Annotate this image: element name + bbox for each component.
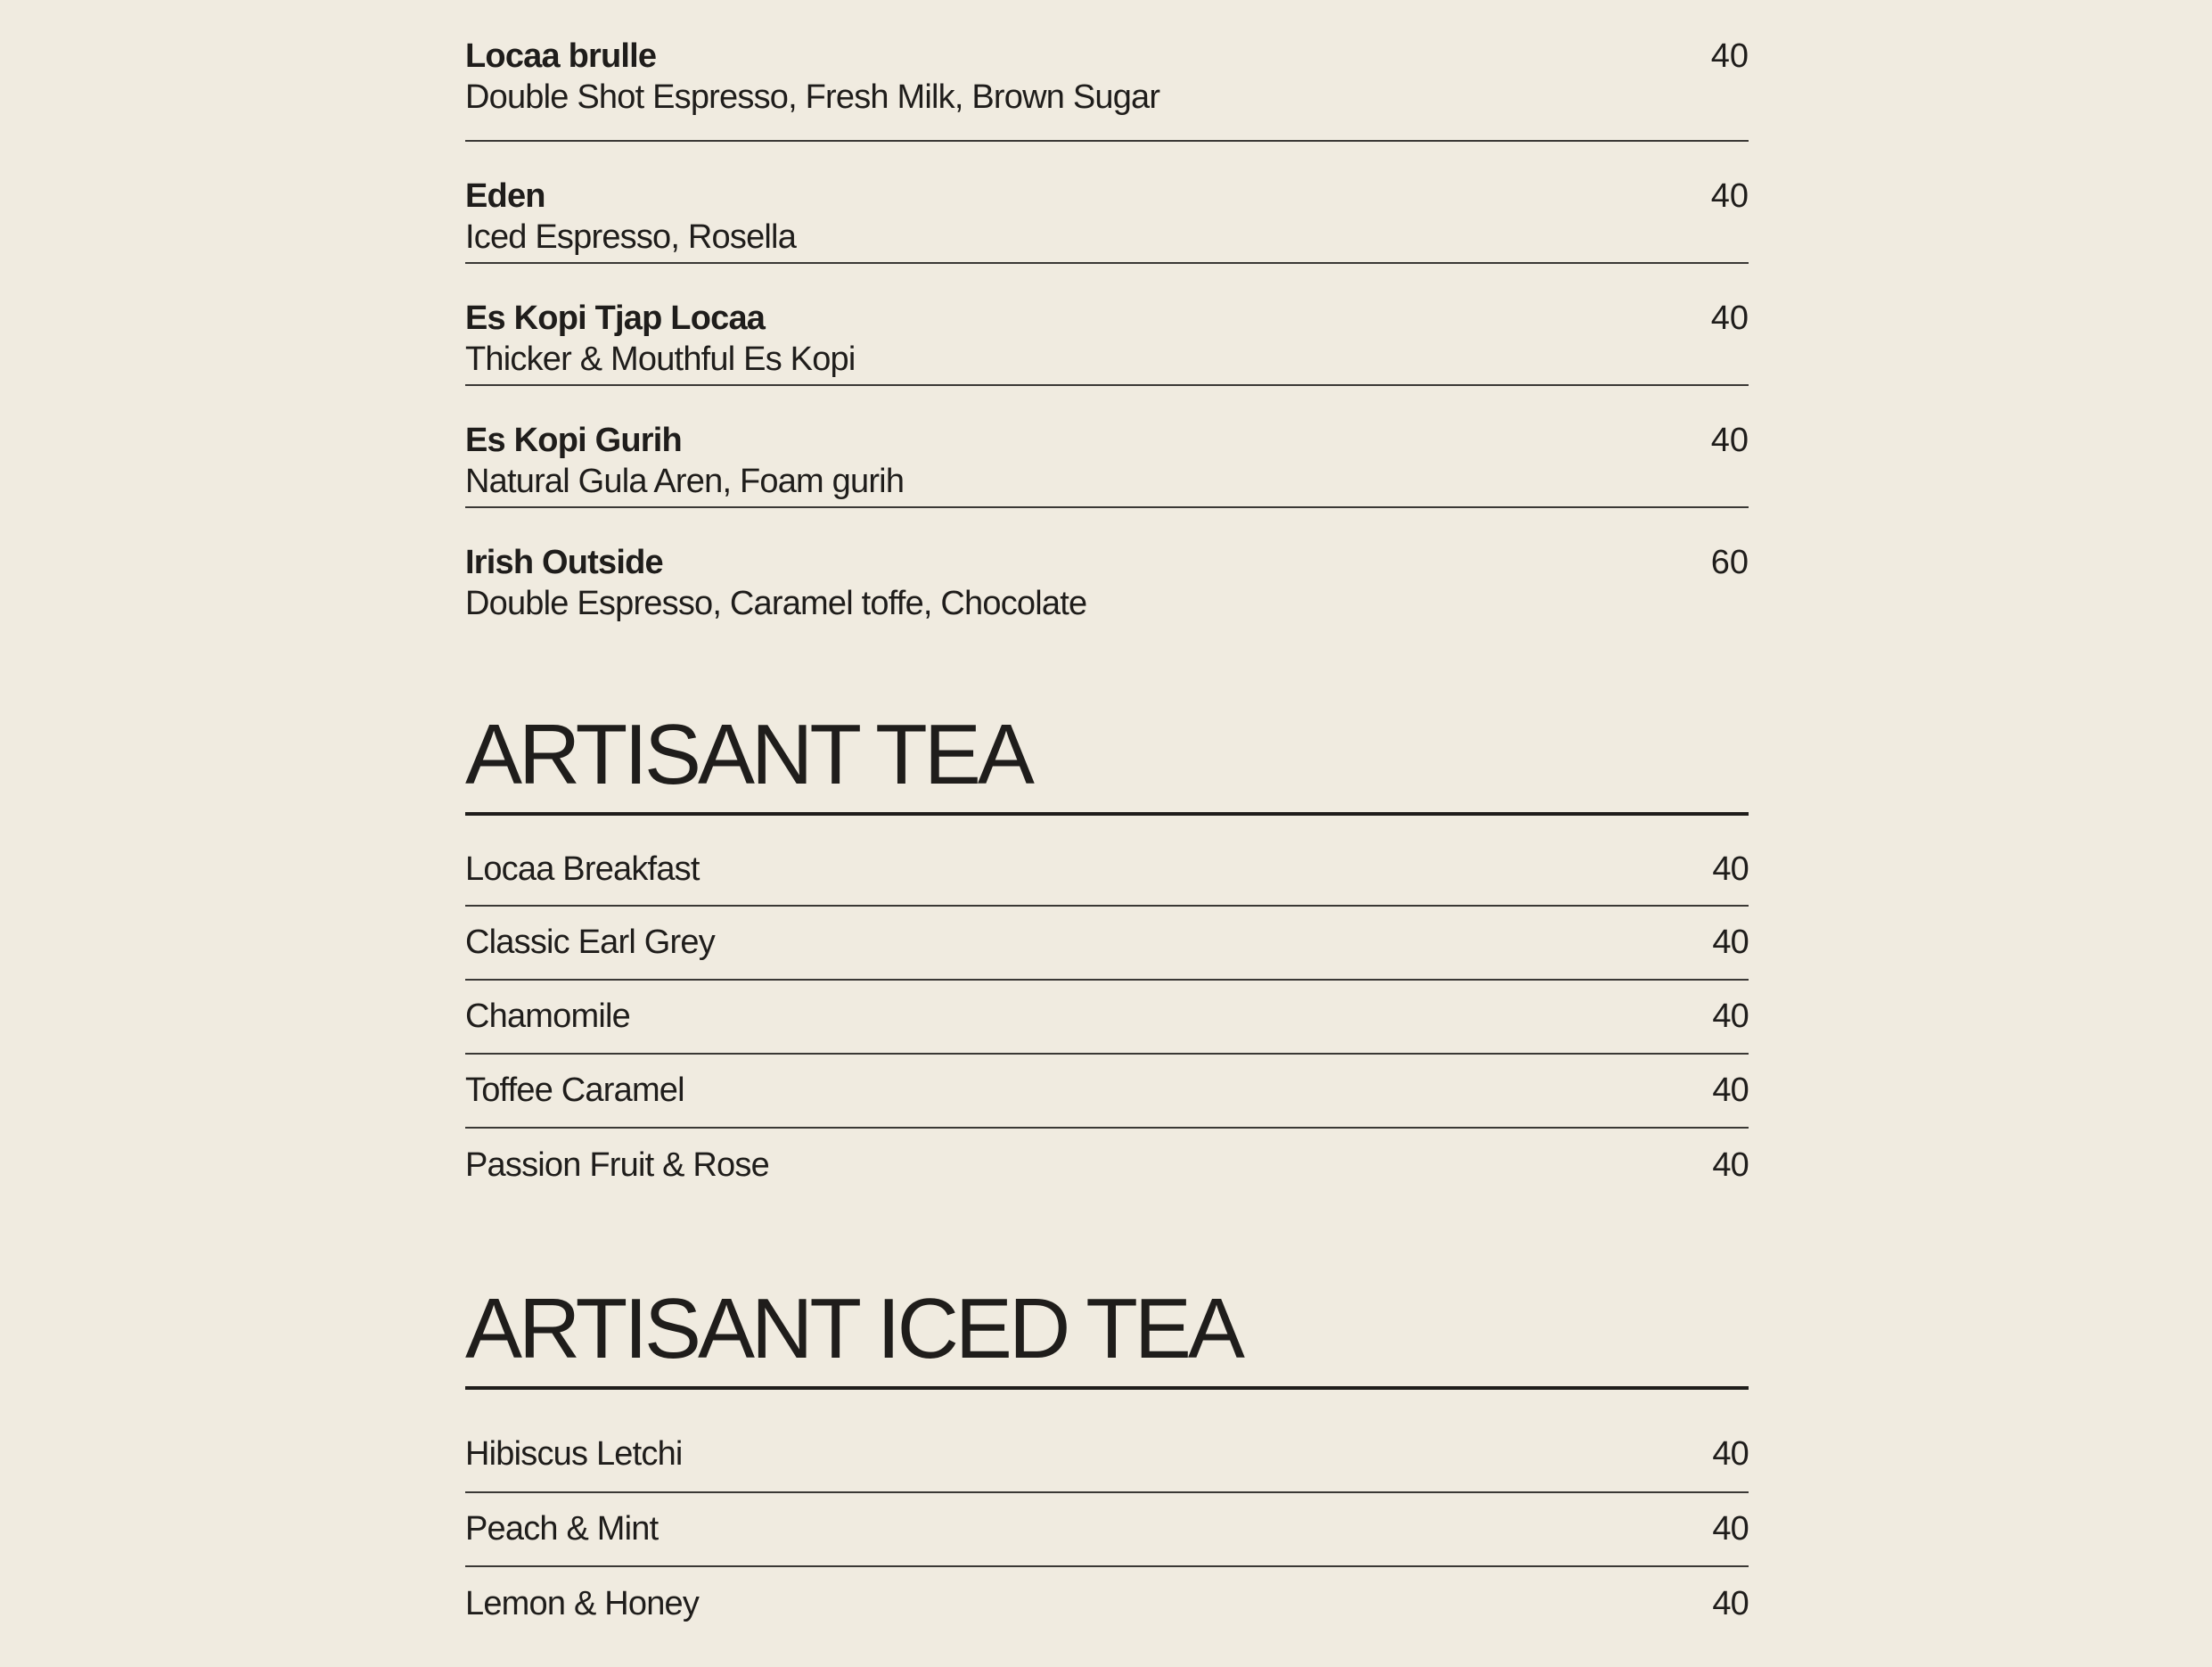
menu-item-name: Es Kopi Gurih <box>465 422 682 459</box>
menu-item-description: Iced Espresso, Rosella <box>465 218 797 256</box>
menu-item-price: 60 <box>1710 544 1749 581</box>
menu-item-name: Eden <box>465 177 545 215</box>
menu-item-text <box>465 542 1086 624</box>
tea-name: Chamomile <box>465 998 630 1035</box>
menu-item-text <box>465 176 796 258</box>
menu-item <box>465 386 1749 508</box>
menu-item-name: Irish Outside <box>465 544 663 581</box>
tea-price: 40 <box>1712 850 1749 888</box>
tea-name: Hibiscus Letchi <box>465 1434 683 1473</box>
list-item <box>465 907 1749 981</box>
list-item <box>465 1493 1749 1567</box>
menu-item <box>465 264 1749 386</box>
tea-price: 40 <box>1712 1146 1749 1184</box>
menu-item-name: Es Kopi Tjap Locaa <box>465 300 766 337</box>
artisant-tea-list <box>465 816 1749 1203</box>
tea-name: Toffee Caramel <box>465 1072 684 1109</box>
menu-item <box>465 0 1749 142</box>
coffee-list <box>465 0 1749 630</box>
tea-name: Peach & Mint <box>465 1510 659 1548</box>
list-item <box>465 1567 1749 1641</box>
list-item <box>465 1390 1749 1493</box>
menu-item-text <box>465 36 1159 118</box>
tea-name: Passion Fruit & Rose <box>465 1146 769 1184</box>
menu-item-text <box>465 420 904 502</box>
tea-name: Locaa Breakfast <box>465 850 700 888</box>
menu-item-description: Double Shot Espresso, Fresh Milk, Brown Sugar <box>465 78 1160 116</box>
menu-item-description: Thicker & Mouthful Es Kopi <box>465 341 856 378</box>
menu <box>465 0 1749 1641</box>
tea-price: 40 <box>1712 1510 1749 1548</box>
tea-price: 40 <box>1712 1585 1749 1622</box>
menu-item-text <box>465 298 856 380</box>
tea-price: 40 <box>1712 924 1749 961</box>
list-item <box>465 1129 1749 1203</box>
menu-item-price: 40 <box>1710 37 1749 75</box>
menu-item-name: Locaa brulle <box>465 37 657 75</box>
tea-price: 40 <box>1712 1072 1749 1109</box>
list-item <box>465 816 1749 907</box>
section-title-artisant-iced-tea: ARTISANT ICED TEA <box>465 1203 1749 1390</box>
list-item <box>465 981 1749 1055</box>
list-item <box>465 1055 1749 1129</box>
menu-item-price: 40 <box>1710 177 1749 215</box>
menu-item-price: 40 <box>1710 300 1749 337</box>
menu-item <box>465 508 1749 630</box>
tea-name: Lemon & Honey <box>465 1585 700 1622</box>
tea-price: 40 <box>1712 998 1749 1035</box>
menu-item-description: Double Espresso, Caramel toffe, Chocolate <box>465 585 1087 622</box>
section-title-artisant-tea: ARTISANT TEA <box>465 630 1749 816</box>
menu-item <box>465 142 1749 264</box>
menu-item-price: 40 <box>1710 422 1749 459</box>
tea-price: 40 <box>1712 1434 1749 1473</box>
artisant-iced-tea-list <box>465 1390 1749 1641</box>
tea-name: Classic Earl Grey <box>465 924 715 961</box>
menu-item-description: Natural Gula Aren, Foam gurih <box>465 463 905 500</box>
